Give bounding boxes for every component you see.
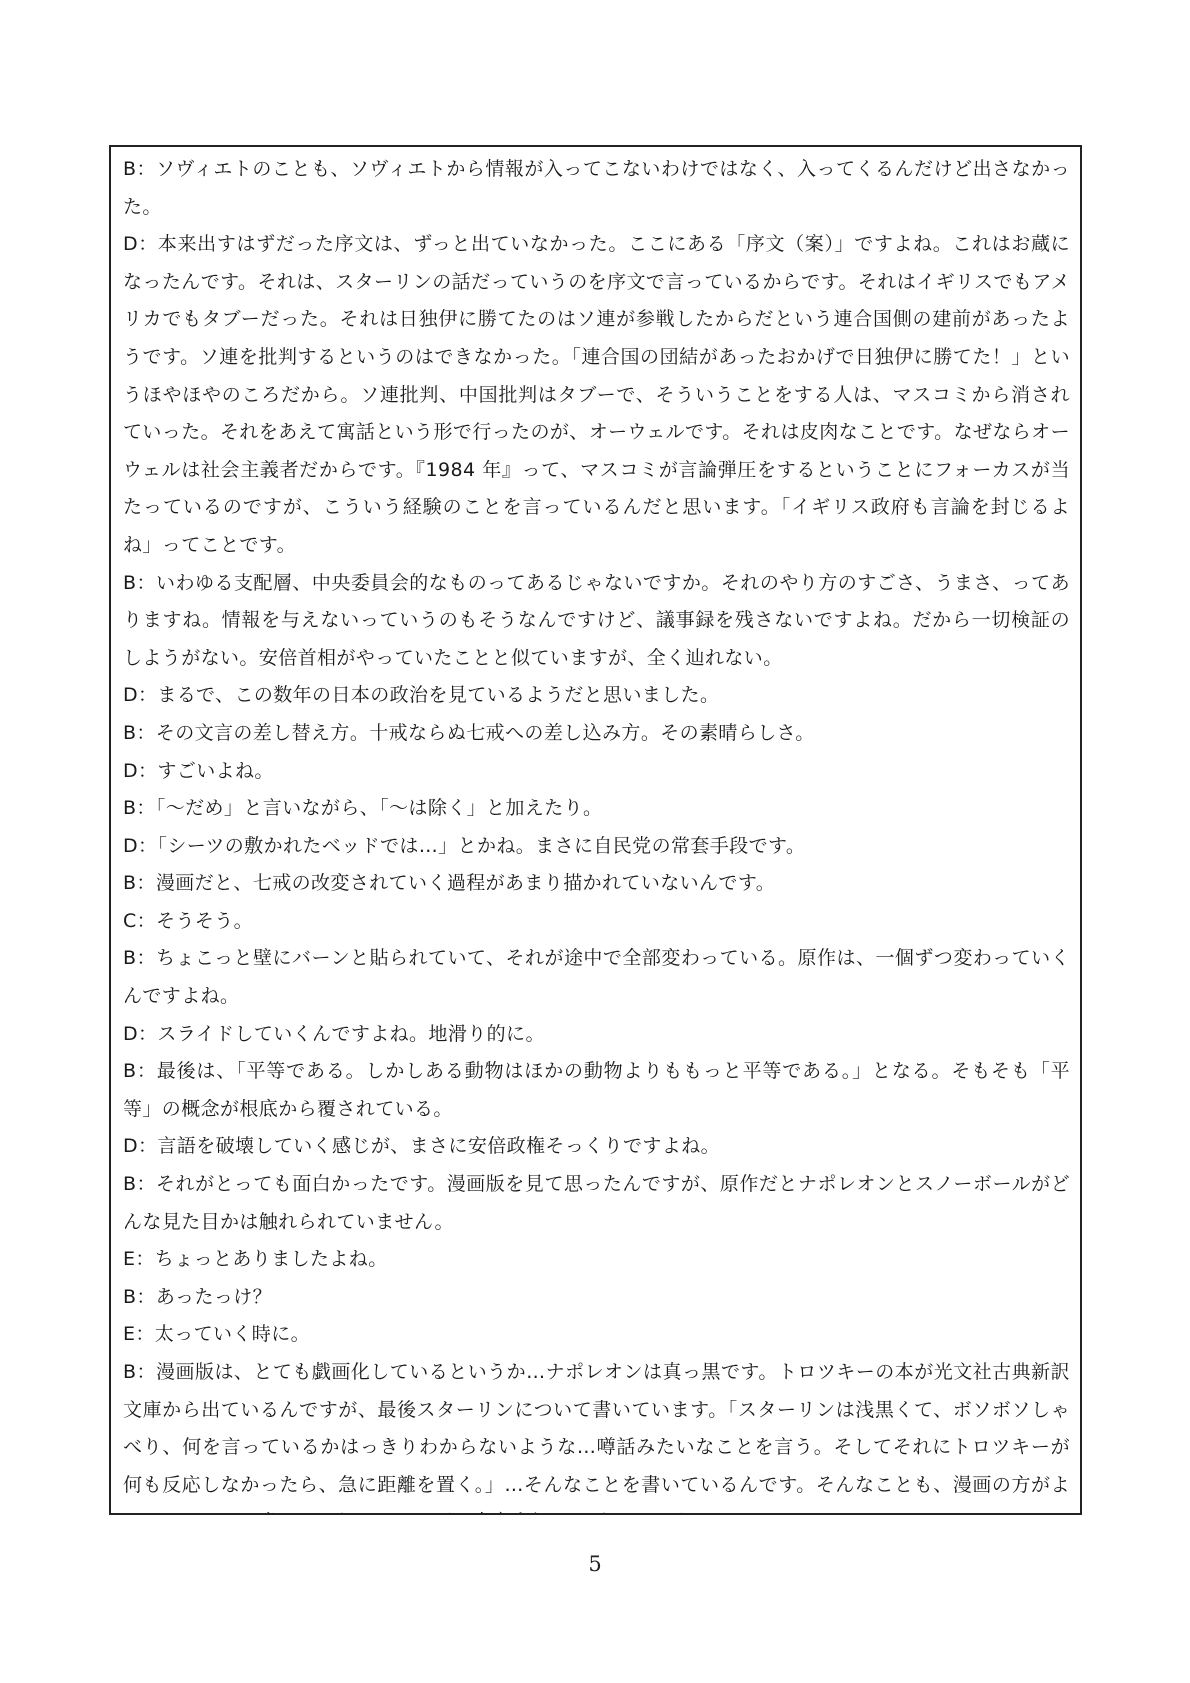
paragraph-16: E：ちょっとありましたよね。: [123, 1248, 388, 1271]
paragraph-5: B：その文言の差し替え方。十戒ならぬ七戒への差し込み方。その素晴らしさ。: [123, 721, 815, 744]
paragraph-14: D：言語を破壊していく感じが、まさに安倍政権そっくりですよね。: [123, 1135, 721, 1158]
paragraph-2: D：本来出すはずだった序文は、ずっと出ていなかった。ここにある「序文（案）」ですよね。これはお蔵になったんです。それは、スターリンの話だっていうのを序文で言っているからです。それはイギリスでもアメリカでもタブーだった。それは日独伊に勝てたのはソ連が参戦したからだという連合国側の建前があったようです。ソ連を批判するというのはできなかった。「連合国の団結があったおかげで日独伊に勝てた！」というほやほやのころだから。ソ連批判、中国批判はタブーで、そういうことをする人は、マスコミから消されていった。それをあえて寓話という形で行ったのが、オーウェルです。それは皮肉なことです。なぜならオーウェルは社会主義者だからです。『1984 年』って、マスコミが言論弾圧をするということにフォーカスが当たっているのですが、こういう経験のことを言っているんだと思います。「イギリス政府も言論を封じるよね」ってことです。: [123, 233, 1070, 556]
paragraph-3: B：いわゆる支配層、中央委員会的なものってあるじゃないですか。それのやり方のすごさ、うまさ、ってありますね。情報を与えないっていうのもそうなんですけど、議事録を残さないですよね。だから一切検証のしようがない。安倍首相がやっていたことと似ていますが、全く辿れない。: [123, 571, 1070, 669]
paragraph-17: B：あったっけ？: [123, 1285, 273, 1308]
paragraph-11: B：ちょこっと壁にバーンと貼られていて、それが途中で全部変わっている。原作は、一個ずつ変わっていくんですよね。: [123, 947, 1070, 1008]
paragraph-9: B：漫画だと、七戒の改変されていく過程があまり描かれていないんです。: [123, 872, 776, 895]
paragraph-18: E：太っていく時に。: [123, 1323, 311, 1346]
paragraph-1: B：ソヴィエトのことも、ソヴィエトから情報が入ってこないわけではなく、入ってくるんだけど出さなかった。: [123, 158, 1070, 218]
paragraph-15: B：それがとっても面白かったです。漫画版を見て思ったんですが、原作だとナポレオンとスノーボールがどんな見た目かは触れられていません。: [123, 1173, 1070, 1233]
page-number: 5: [588, 1552, 602, 1576]
paragraph-8: D：「シーツの敷かれたベッドでは…」とかね。まさに自民党の常套手段です。: [123, 834, 806, 857]
paragraph-19: B：漫画版は、とても戯画化しているというか…ナポレオンは真っ黒です。トロツキーの本が光文社古典新訳文庫から出ているんですが、最後スターリンについて書いています。「スターリンは浅黒くて、ボソボソしゃべり、何を言っているかはっきりわからないような…噂話みたいなことを言う。そしてそれにトロツキーが何も反応しなかったら、急に距離を置く。」…そんなことを書いているんです。そんなことも、漫画の方がよ: [123, 1361, 1070, 1496]
paragraph-10: C：そうそう。: [123, 909, 254, 932]
paragraph-12: D：スライドしていくんですよね。地滑り的に。: [123, 1022, 545, 1045]
transcript-box: [109, 145, 1082, 1515]
paragraph-7: B：「〜だめ」と言いながら、「〜は除く」と加えたり。: [123, 797, 603, 820]
paragraph-13: B：最後は、「平等である。しかしある動物はほかの動物よりももっと平等である。」となる。そもそも「平等」の概念が根底から覆されている。: [123, 1060, 1070, 1120]
paragraph-4: D：まるで、この数年の日本の政治を見ているようだと思いました。: [123, 684, 720, 707]
paragraph-6: D：すごいよね。: [123, 759, 274, 782]
